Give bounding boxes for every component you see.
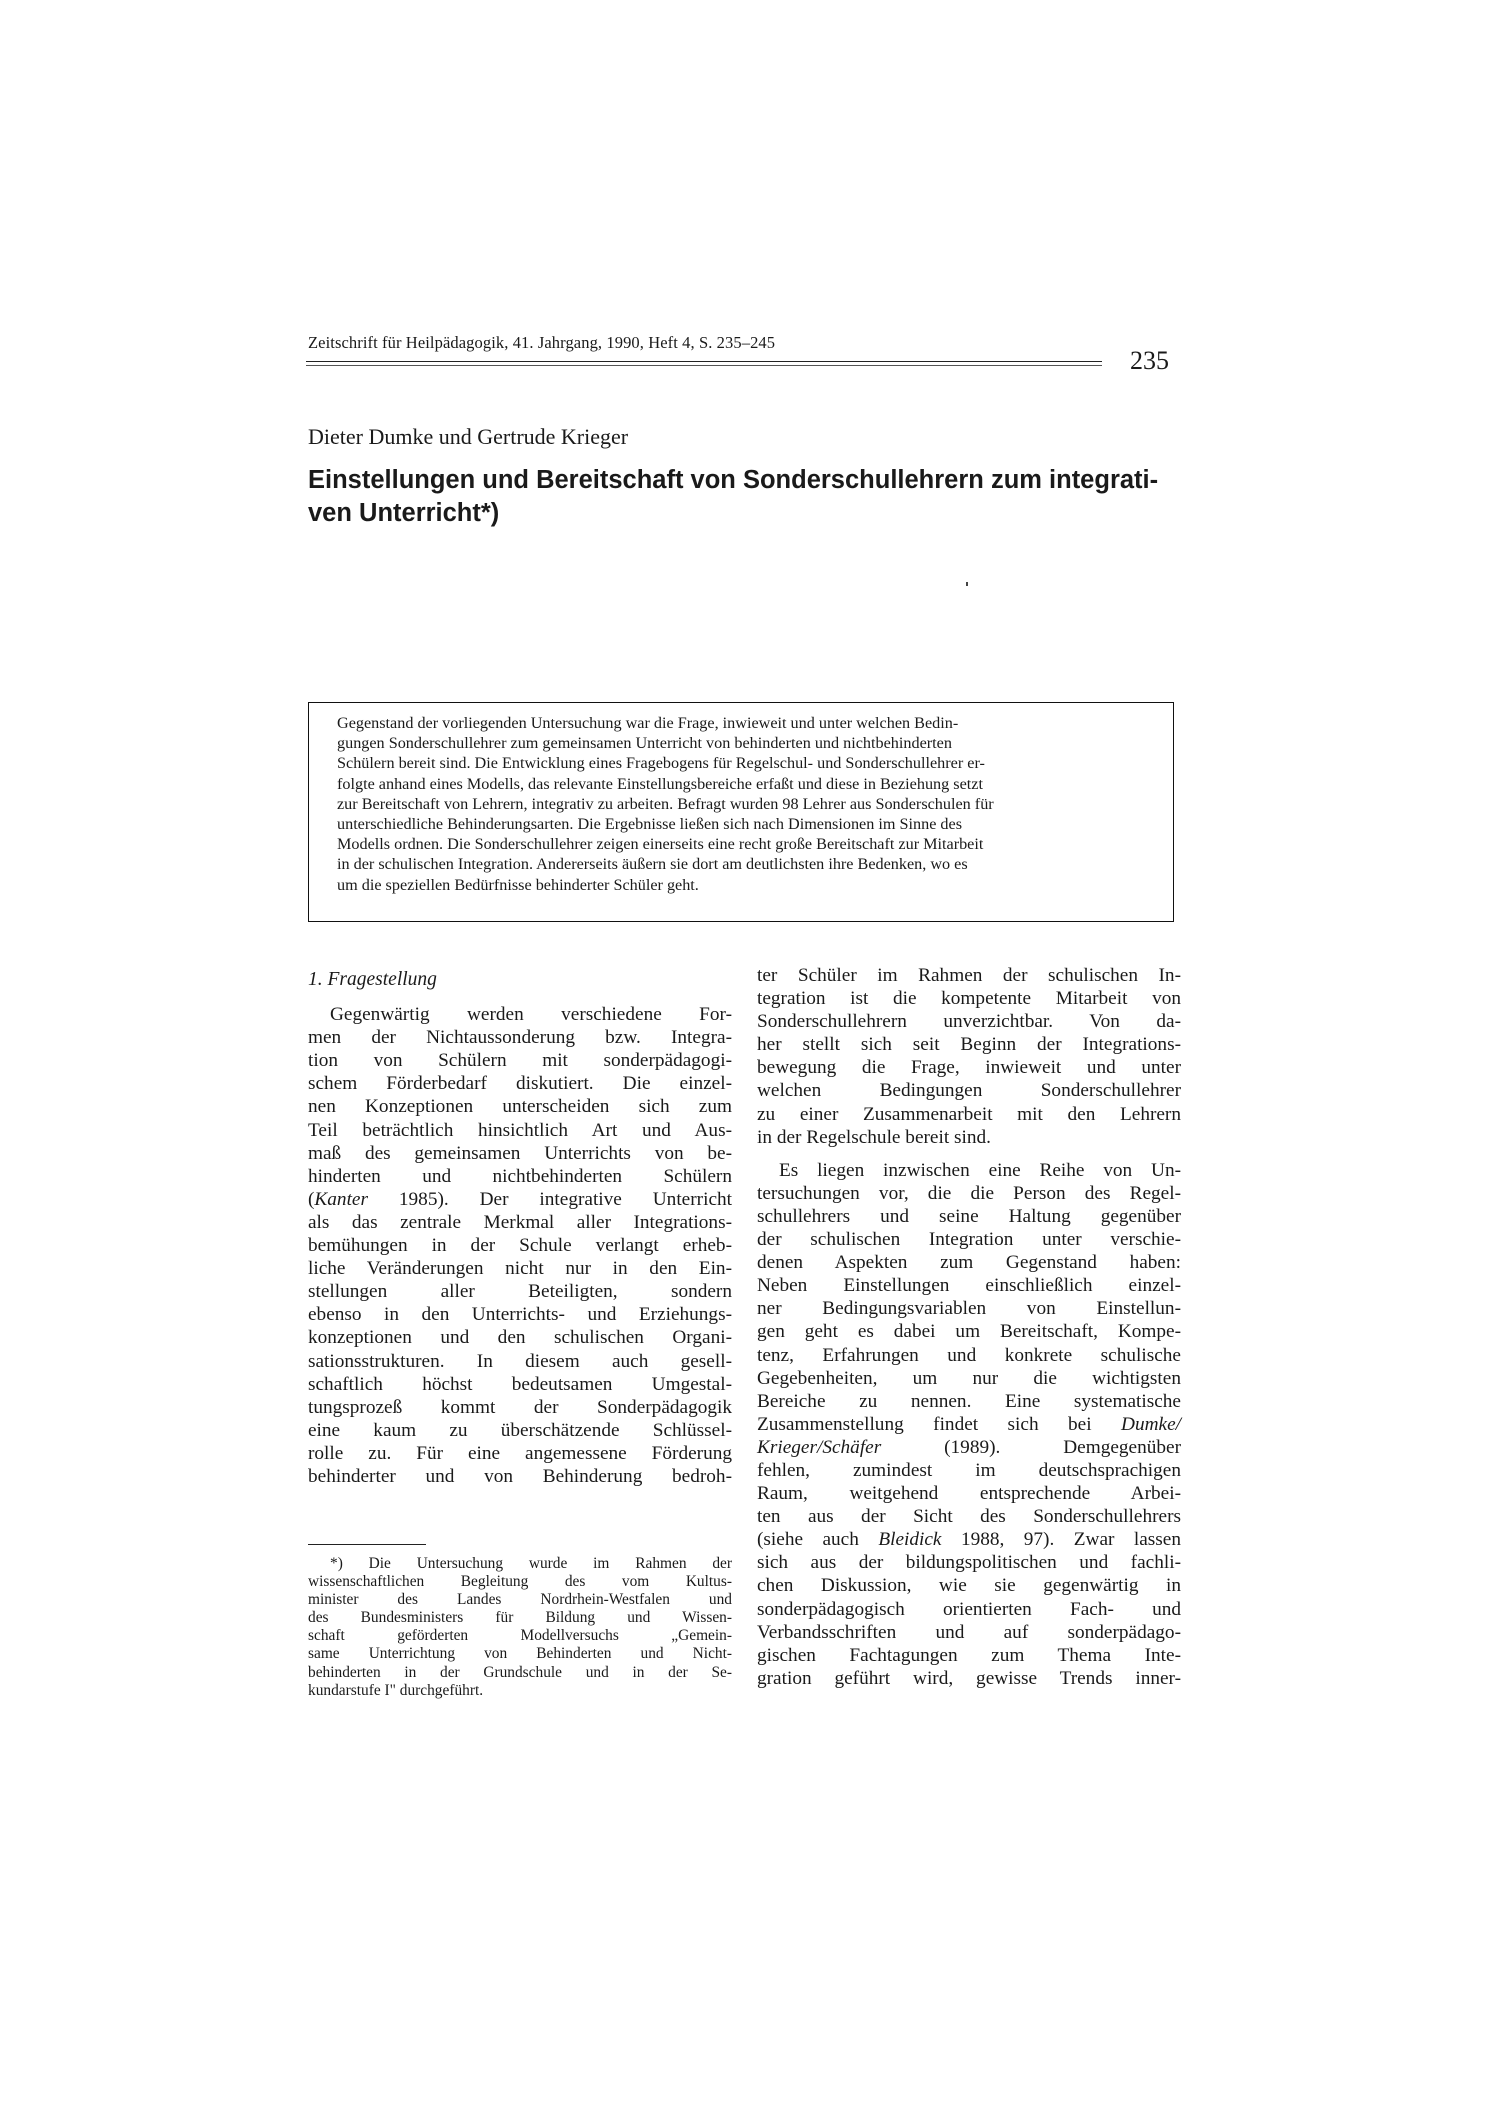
abstract-line: unterschiedliche Behinderungsarten. Die Ergebnisse ließen sich nach Dimensionen im Sinne des xyxy=(337,815,963,834)
body-line: gen geht es dabei um Bereitschaft, Kompe- xyxy=(757,1321,1181,1343)
footnote-line: kundarstufe I" durchgeführt. xyxy=(308,1681,484,1699)
body-line: Es liegen inzwischen eine Reihe von Un- xyxy=(779,1159,1181,1181)
body-line: gration geführt wird, gewisse Trends inner- xyxy=(757,1667,1181,1689)
body-line: zu einer Zusammenarbeit mit den Lehrern xyxy=(757,1103,1181,1125)
footnote-line: behinderten in der Grundschule und in der Se- xyxy=(308,1663,732,1681)
footnote-line: minister des Landes Nordrhein-Westfalen und xyxy=(308,1591,732,1609)
body-line: tersuchungen vor, die die Person des Regel- xyxy=(757,1182,1181,1204)
body-line: Sonderschullehrern unverzichtbar. Von da- xyxy=(757,1011,1181,1033)
body-line: behinderter und von Behinderung bedroh- xyxy=(308,1465,732,1487)
abstract-line: Schülern bereit sind. Die Entwicklung eines Fragebogens für Regelschul- und Sonderschullehrer er- xyxy=(337,754,985,773)
abstract-line: in der schulischen Integration. Andererseits äußern sie dort am deutlichsten ihre Bedenken, wo es xyxy=(337,855,968,874)
body-line: als das zentrale Merkmal aller Integrations- xyxy=(308,1211,732,1233)
body-line: schem Förderbedarf diskutiert. Die einzel- xyxy=(308,1073,732,1095)
body-line: denen Aspekten zum Gegenstand haben: xyxy=(757,1252,1181,1274)
title-line: Einstellungen und Bereitschaft von Sonderschullehrern zum integrati- xyxy=(308,466,1159,494)
body-line: Verbandsschriften und auf sonderpädago- xyxy=(757,1621,1181,1643)
page-number: 235 xyxy=(1130,346,1169,375)
body-line: Gegenwärtig werden verschiedene For- xyxy=(330,1004,732,1026)
body-line: eine kaum zu überschätzende Schlüssel- xyxy=(308,1419,732,1441)
body-text: ( xyxy=(308,1188,315,1210)
left-column xyxy=(308,968,732,1488)
citation-author: Krieger/Schäfer xyxy=(757,1436,882,1458)
article-title xyxy=(308,464,1188,530)
abstract-line: um die speziellen Bedürfnisse behinderter Schüler geht. xyxy=(337,875,699,894)
body-line: sich aus der bildungspolitischen und fachli- xyxy=(757,1552,1181,1574)
body-text: (siehe auch xyxy=(757,1529,879,1551)
header-rule-thin xyxy=(306,365,1102,366)
body-line: Teil beträchtlich hinsichtlich Art und Aus- xyxy=(308,1119,732,1141)
body-line: chen Diskussion, wie sie gegenwärtig in xyxy=(757,1575,1181,1597)
body-line: fehlen, zumindest im deutschsprachigen xyxy=(757,1459,1181,1481)
paragraph-gap xyxy=(757,1149,1181,1159)
body-line: schaftlich höchst bedeutsamen Umgestal- xyxy=(308,1373,732,1395)
body-line: ten aus der Sicht des Sonderschullehrers xyxy=(757,1506,1181,1528)
body-line: sonderpädagogisch orientierten Fach- und xyxy=(757,1598,1181,1620)
body-line: schullehrers und seine Haltung gegenüber xyxy=(757,1205,1181,1227)
scan-speck xyxy=(966,582,968,586)
abstract-line: folgte anhand eines Modells, das relevante Einstellungsbereiche erfaßt und diese in Beziehung setzt xyxy=(337,774,983,793)
body-line: her stellt sich seit Beginn der Integrations- xyxy=(757,1034,1181,1056)
body-line: bemühungen in der Schule verlangt erheb- xyxy=(308,1235,732,1257)
abstract-box xyxy=(308,702,1174,922)
abstract-line: zur Bereitschaft von Lehrern, integrativ zu arbeiten. Befragt wurden 98 Lehrer aus Sonderschulen für xyxy=(337,794,994,813)
body-line: nen Konzeptionen unterscheiden sich zum xyxy=(308,1096,732,1118)
footnote-line: same Unterrichtung von Behinderten und Nicht- xyxy=(308,1645,732,1663)
body-line: sationsstrukturen. In diesem auch gesell- xyxy=(308,1350,732,1372)
footnote-rule xyxy=(308,1544,426,1545)
body-line xyxy=(308,1188,732,1211)
body-line: Gegebenheiten, um nur die wichtigsten xyxy=(757,1367,1181,1389)
body-line: bewegung die Frage, inwieweit und unter xyxy=(757,1057,1181,1079)
section-heading: 1. Fragestellung xyxy=(308,969,437,990)
body-line: in der Regelschule bereit sind. xyxy=(757,1126,991,1148)
footnote-line: des Bundesministers für Bildung und Wissen- xyxy=(308,1609,732,1627)
body-line xyxy=(757,1413,1181,1436)
footnote-line: *) Die Untersuchung wurde im Rahmen der xyxy=(330,1555,732,1572)
body-line: tungsprozeß kommt der Sonderpädagogik xyxy=(308,1396,732,1418)
title-line: ven Unterricht*) xyxy=(308,499,500,527)
body-line: konzeptionen und den schulischen Organi- xyxy=(308,1327,732,1349)
abstract-line: Modells ordnen. Die Sonderschullehrer zeigen einerseits eine recht große Bereitschaft zur Mitarbeit xyxy=(337,835,984,854)
body-line: ner Bedingungsvariablen von Einstellun- xyxy=(757,1298,1181,1320)
abstract-line: Gegenstand der vorliegenden Untersuchung war die Frage, inwieweit und unter welchen Bedin- xyxy=(337,714,959,732)
body-line xyxy=(757,1528,1181,1551)
article-authors: Dieter Dumke und Gertrude Krieger xyxy=(308,424,629,449)
body-line: men der Nichtaussonderung bzw. Integra- xyxy=(308,1027,732,1049)
body-line: liche Veränderungen nicht nur in den Ein- xyxy=(308,1258,732,1280)
body-line: tenz, Erfahrungen und konkrete schulische xyxy=(757,1344,1181,1366)
body-line: tegration ist die kompetente Mitarbeit von xyxy=(757,988,1181,1010)
body-line: hinderten und nichtbehinderten Schülern xyxy=(308,1165,732,1187)
body-text: (1989). Demgegenüber xyxy=(881,1436,1181,1458)
body-text: Zusammenstellung findet sich bei xyxy=(757,1413,1122,1435)
body-line: tion von Schülern mit sonderpädagogi- xyxy=(308,1050,732,1072)
header-rule xyxy=(306,361,1102,362)
body-line: maß des gemeinsamen Unterrichts von be- xyxy=(308,1142,732,1164)
body-line: Raum, weitgehend entsprechende Arbei- xyxy=(757,1483,1181,1505)
citation-author: Dumke/ xyxy=(1121,1413,1181,1435)
body-line: rolle zu. Für eine angemessene Förderung xyxy=(308,1442,732,1464)
body-line: ebenso in den Unterrichts- und Erziehungs- xyxy=(308,1304,732,1326)
citation-author: Bleidick xyxy=(878,1529,942,1551)
body-line: der schulischen Integration unter verschie- xyxy=(757,1229,1181,1251)
body-line: Neben Einstellungen einschließlich einzel- xyxy=(757,1275,1181,1297)
footnote-line: wissenschaftlichen Begleitung des vom Kultus- xyxy=(308,1573,732,1591)
citation-author: Kanter xyxy=(314,1188,368,1210)
abstract-line: gungen Sonderschullehrer zum gemeinsamen Unterricht von behinderten und nichtbehinderten xyxy=(337,734,952,753)
body-line: stellungen aller Beteiligten, sondern xyxy=(308,1281,732,1303)
body-text: 1985). Der integrative Unterricht xyxy=(367,1188,732,1210)
footnote xyxy=(308,1555,732,1700)
right-column xyxy=(757,964,1181,1690)
body-line: welchen Bedingungen Sonderschullehrer xyxy=(757,1080,1181,1102)
body-text: 1988, 97). Zwar lassen xyxy=(941,1529,1181,1551)
body-line: Bereiche zu nennen. Eine systematische xyxy=(757,1390,1181,1412)
body-line: gischen Fachtagungen zum Thema Inte- xyxy=(757,1644,1181,1666)
body-line xyxy=(757,1436,1181,1459)
body-line: ter Schüler im Rahmen der schulischen In- xyxy=(757,965,1181,986)
journal-citation: Zeitschrift für Heilpädagogik, 41. Jahrgang, 1990, Heft 4, S. 235–245 xyxy=(308,333,776,352)
footnote-line: schaft geförderten Modellversuchs „Gemein- xyxy=(308,1627,732,1645)
